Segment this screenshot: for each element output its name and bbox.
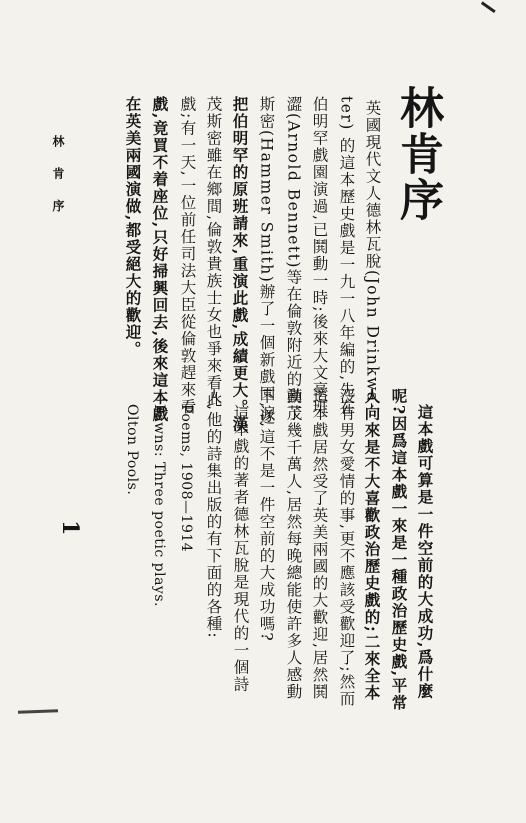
text-column: 茂斯密雖在鄉間,倫敦貴族士女也爭來看此: [204, 96, 223, 409]
chapter-title: 林肯序: [392, 85, 443, 223]
text-column: 人向來是不大喜歡政治歷史戲的;二來全本: [362, 388, 382, 702]
text-column: 戲,竟買不着座位,只好掃興回去,後來這本戲: [150, 96, 170, 423]
work-title: Olton Pools.: [124, 404, 140, 496]
text-column: 英國現代文人德林瓦脫(John Drinkwa-: [363, 100, 382, 410]
text-column: 下淚,這不是一件空前的大成功嗎?: [257, 388, 276, 643]
text-column: 這本戲可算是一件空前的大成功,爲什麼: [415, 404, 435, 700]
text-column: 這本戲居然受了英美兩國的大歡迎,居然鬨: [310, 388, 329, 701]
work-title: Poems, 1908—1914: [178, 404, 194, 553]
work-title: Pawns: Three poetic plays.: [151, 404, 167, 607]
text-column: 呢?因爲這本戲一來是一種政治歷史戲,平常: [389, 388, 409, 712]
running-header: 林 肯 序: [51, 135, 65, 220]
text-column: 動了幾千萬人,居然每晚總能使許多人感動: [284, 388, 303, 701]
text-column: 戲;有一天,一位前任司法大臣從倫敦趕來看: [178, 96, 197, 416]
text-column: 把伯明罕的原班請來,重演此戲,成績更大。漢: [230, 96, 250, 433]
text-column: 伯明罕戲園演過,已鬨動一時;後來大文豪班: [310, 96, 329, 416]
text-column: 澀(Arnold Bennett)等在倫敦附近的漢茂: [284, 96, 303, 422]
text-column: 人,他的詩集出版的有下面的各種:: [204, 388, 223, 640]
text-column: 沒有男女愛情的事,更不應該受歡迎了;然而: [337, 388, 356, 708]
scan-mark: [18, 709, 58, 713]
text-column: 在英美兩國演做,都受絕大的歡迎。: [123, 96, 143, 358]
text-column: 斯密(Hammer Smith)辦了一個新戲園,遂: [257, 96, 276, 426]
page-number: 1: [57, 520, 83, 536]
text-column: ter) 的這本歷史戲是一九一八年編的,先在: [337, 96, 356, 416]
text-column: 這本戲的著者德林瓦脫是現代的一個詩: [231, 404, 250, 693]
scan-mark: [476, 1, 495, 19]
